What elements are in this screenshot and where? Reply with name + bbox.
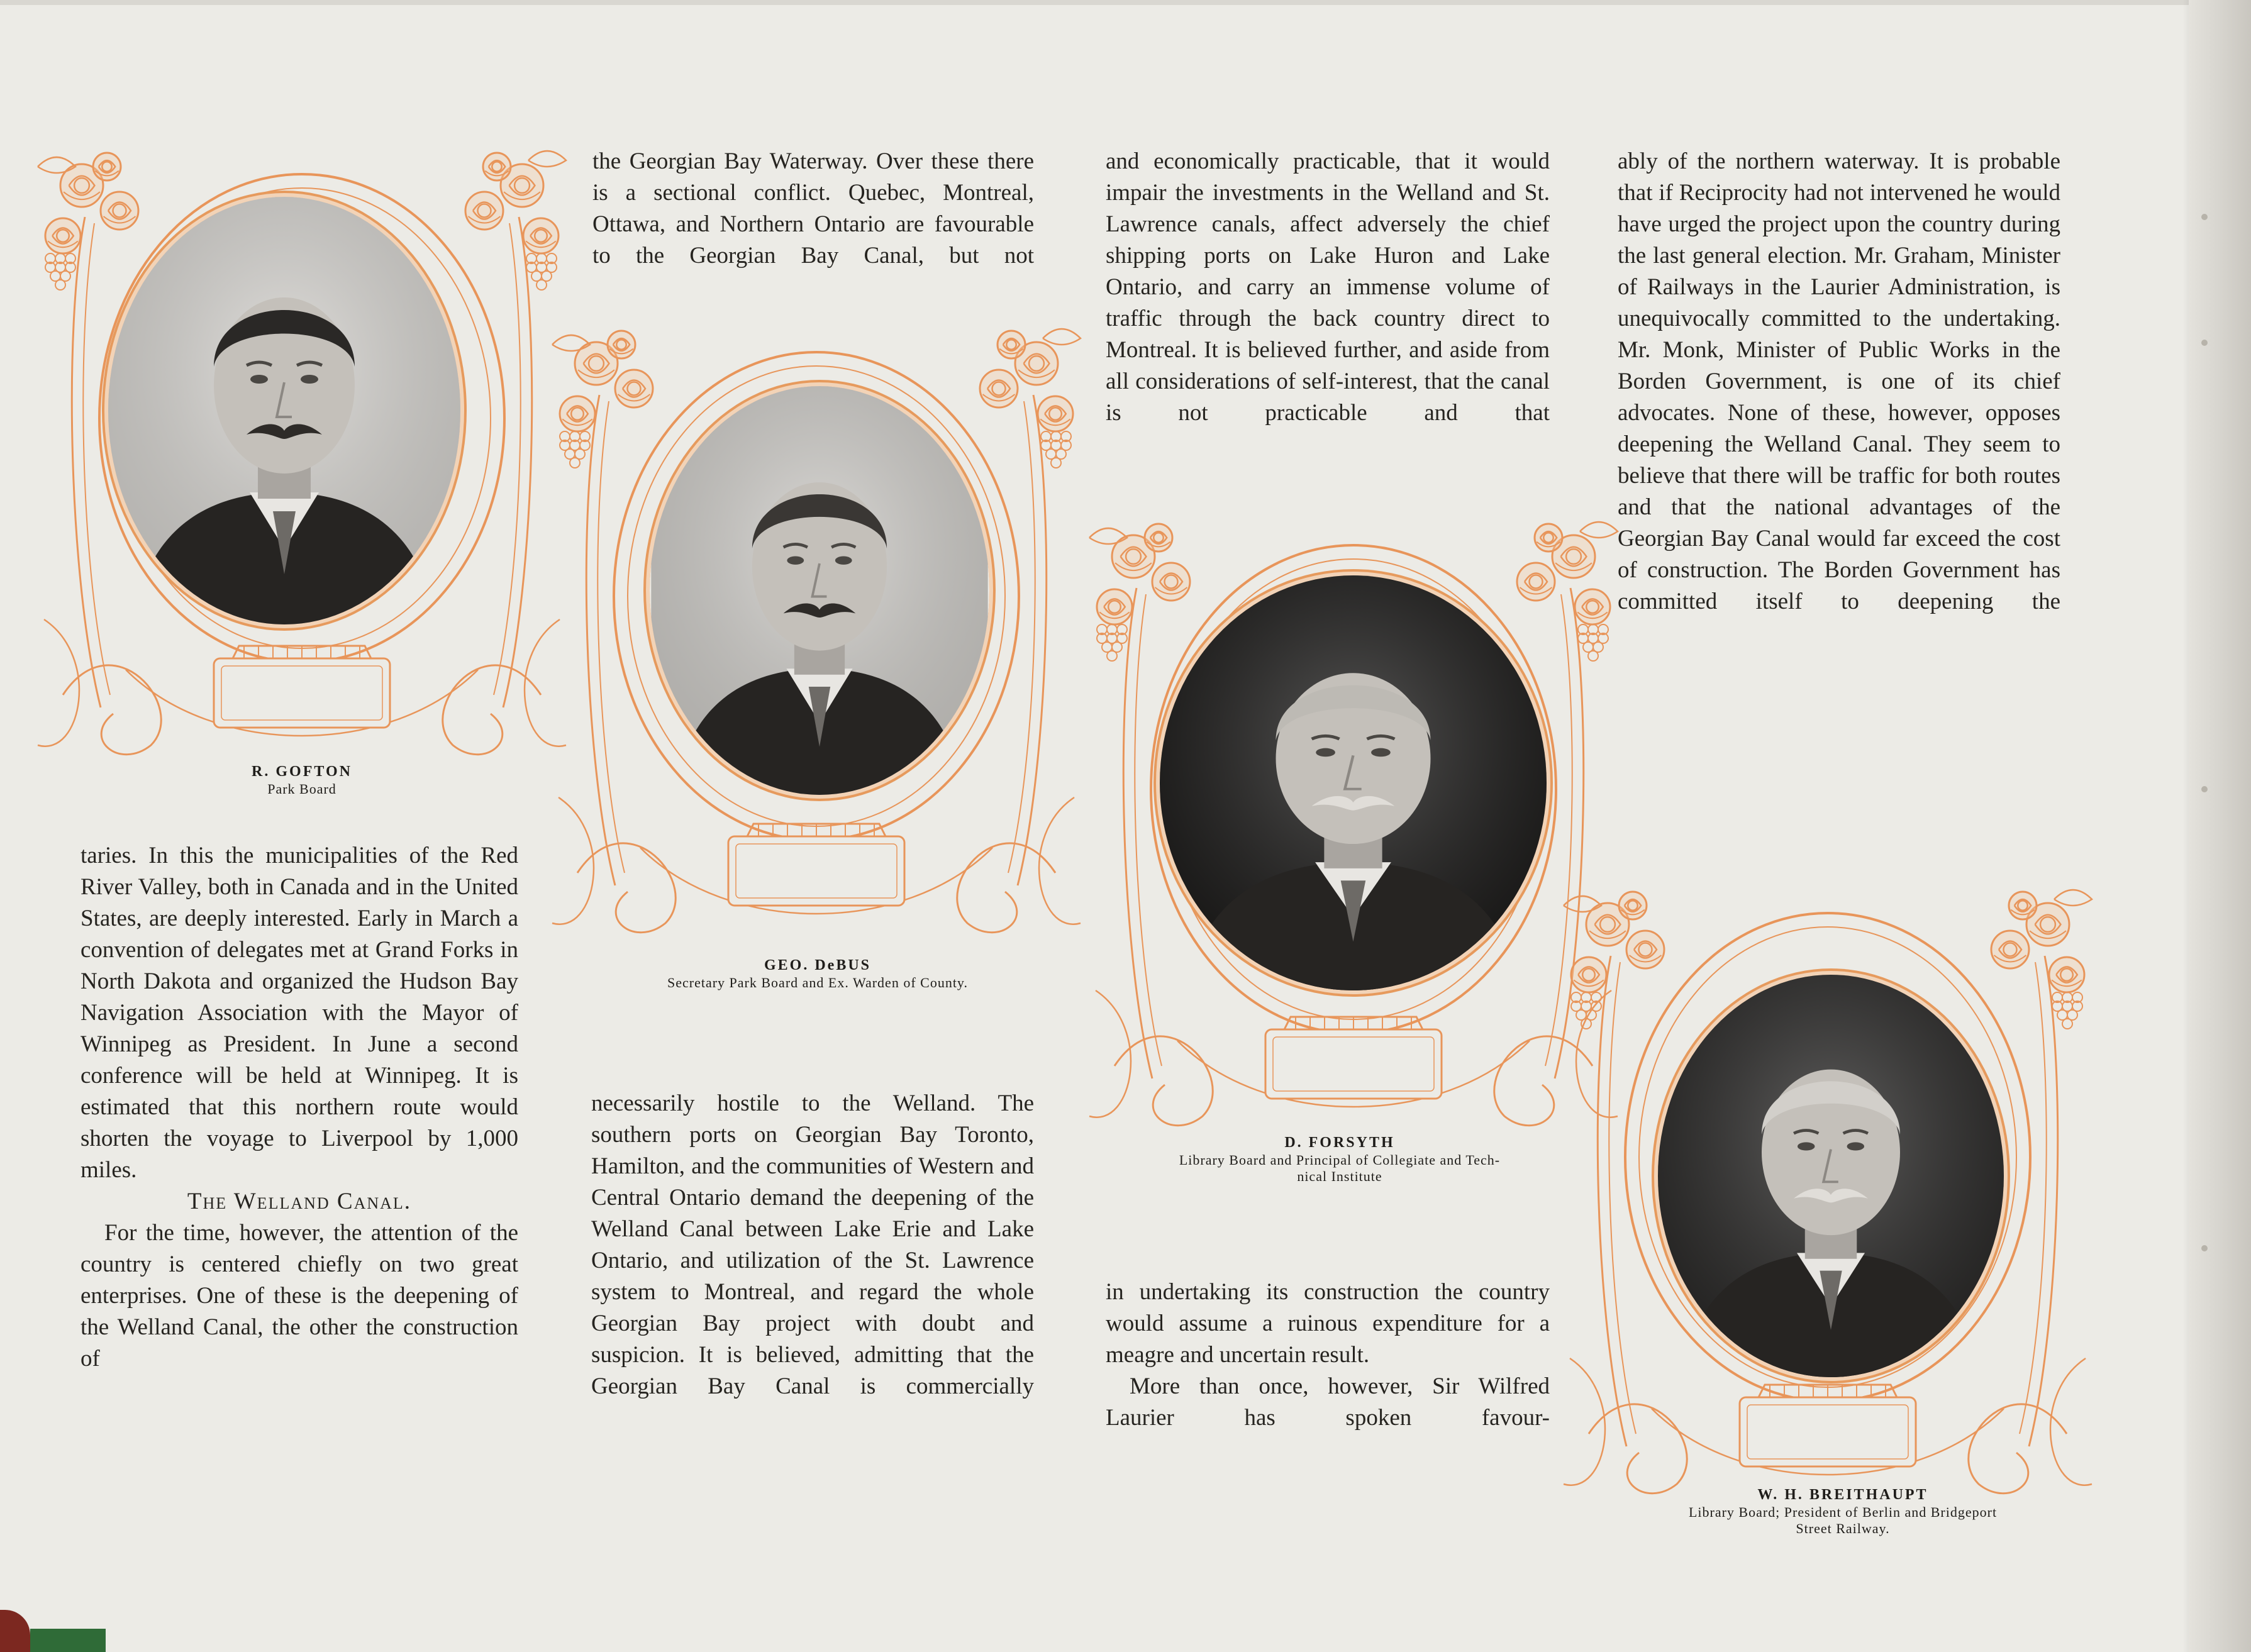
paragraph: More than once, however, Sir Wilfred Laurier has spoken favour-: [1106, 1373, 1550, 1431]
paragraph: For the time, however, the attention of the country is centered chiefly on two great enterprises. One of these is the deepening of the Welland Canal, the other the construction of: [81, 1220, 518, 1372]
portrait-breithaupt: [1658, 975, 2004, 1377]
caption-breithaupt: [1591, 1485, 2094, 1537]
text-column-1: [81, 840, 518, 1375]
portrait-frame-breithaupt: [1551, 880, 2104, 1509]
caption-name: GEO. DeBUS: [764, 957, 871, 973]
text-column-2-bottom: [591, 1088, 1034, 1402]
person-portrait-icon: [108, 197, 460, 624]
book-cover-edge: [30, 1629, 106, 1652]
binding-hole: [2201, 786, 2208, 792]
page-top-edge: [0, 0, 2189, 5]
paragraph: in undertaking its construction the country would assume a ruinous expenditure for a meagre and uncertain result.: [1106, 1279, 1550, 1368]
caption-forsyth: [1082, 1133, 1598, 1185]
portrait-forsyth: [1160, 575, 1547, 990]
text-column-3-bottom: [1106, 1277, 1550, 1434]
text-column-3-top: [1106, 146, 1550, 429]
caption-role: nical Institute: [1297, 1168, 1382, 1184]
page-edge: [2189, 0, 2251, 1652]
caption-name: D. FORSYTH: [1284, 1134, 1395, 1151]
caption-gofton: [145, 762, 459, 797]
person-portrait-icon: [1658, 975, 2004, 1377]
paragraph: necessarily hostile to the Welland. The southern ports on Georgian Bay Toronto, Hamilton, and the communities of Western and Central Ontario demand the deepening of the Welland Canal between Lake Erie and Lake Ontario, and utilization of the St. Lawrence system to Montreal, and regard the whole Georgian Bay project with doubt and suspicion. It is believed, admitting that the Georgian Bay Canal is commercially: [591, 1090, 1034, 1399]
portrait-frame-gofton: [25, 141, 579, 770]
caption-role: Library Board and Principal of Collegiate and Tech-: [1179, 1152, 1501, 1168]
portrait-gofton: [108, 197, 460, 624]
caption-role: Library Board; President of Berlin and Bridgeport: [1688, 1504, 1998, 1520]
binding-hole: [2201, 340, 2208, 346]
person-portrait-icon: [650, 386, 989, 795]
caption-name: W. H. BREITHAUPT: [1757, 1487, 1928, 1503]
paragraph: and economically practicable, that it would impair the investments in the Welland and St. Lawrence canals, affect adversely the chief shipping ports on Lake Huron and Lake Ontario, and carry an immense volume of traffic through the back country direct to Montreal. It is believed further, and aside from all considerations of self-interest, that the canal is not practicable and that: [1106, 148, 1550, 426]
paragraph: the Georgian Bay Waterway. Over these there is a sectional conflict. Quebec, Montreal, Ottawa, and Northern Ontario are favourable to the Georgian Bay Canal, but not: [592, 148, 1034, 269]
caption-role: Secretary Park Board and Ex. Warden of County.: [667, 975, 968, 990]
caption-role: Street Railway.: [1796, 1521, 1890, 1536]
binding-hole: [2201, 1245, 2208, 1251]
caption-role: Park Board: [267, 781, 336, 797]
text-column-4-top: [1618, 146, 2060, 618]
paragraph: ably of the northern waterway. It is probable that if Reciprocity had not intervened he would have urged the project upon the country during the last general election. Mr. Graham, Minister of Railways in the Laurier Administration, is unequivocally committed to the undertaking. Mr. Monk, Minister of Public Works in the Borden Government, is one of its chief advocates. None of these, however, opposes deepening the Welland Canal. They seem to believe that there will be traffic for both routes and that the national advantages of the Georgian Bay Canal would far exceed the cost of construction. The Borden Government has committed itself to deepening the: [1618, 148, 2060, 614]
portrait-debus: [650, 386, 989, 795]
binding-hole: [2201, 214, 2208, 220]
section-heading: The Welland Canal.: [187, 1189, 412, 1214]
book-corner: [0, 1610, 30, 1652]
caption-debus: [566, 956, 1069, 991]
person-portrait-icon: [1160, 575, 1547, 990]
portrait-frame-debus: [540, 319, 1093, 948]
paragraph: taries. In this the municipalities of the Red River Valley, both in Canada and in the United States, are deeply interested. Early in March a convention of delegates met at Grand Forks in North Dakota and organized the Hudson Bay Navigation Association with the Mayor of Winnipeg as President. In June a second conference will be held at Winnipeg. It is estimated that this northern route would shorten the voyage to Liverpool by 1,000 miles.: [81, 843, 518, 1183]
portrait-frame-forsyth: [1077, 513, 1630, 1141]
text-column-2-top: [592, 146, 1034, 272]
caption-name: R. GOFTON: [252, 763, 352, 780]
